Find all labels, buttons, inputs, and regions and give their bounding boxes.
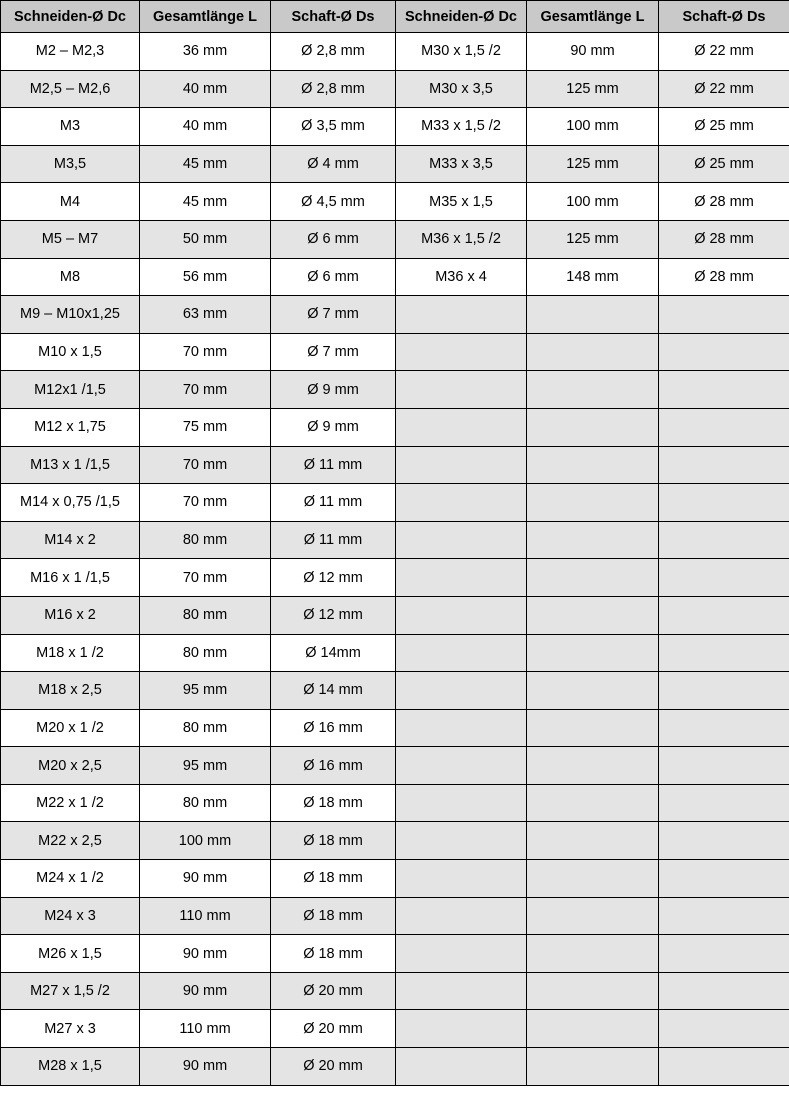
table-cell-empty xyxy=(659,521,789,559)
table-row xyxy=(1,446,789,484)
table-cell: Ø 25 mm xyxy=(659,108,789,146)
table-cell-empty xyxy=(659,559,789,597)
table-cell-empty xyxy=(396,521,527,559)
table-cell: M9 – M10x1,25 xyxy=(1,296,140,334)
table-row xyxy=(1,1048,789,1086)
table-cell: Ø 18 mm xyxy=(271,860,396,898)
table-row xyxy=(1,784,789,822)
table-row xyxy=(1,258,789,296)
table-cell-empty xyxy=(527,784,659,822)
table-cell-empty xyxy=(527,1048,659,1086)
table-row xyxy=(1,747,789,785)
table-row xyxy=(1,33,789,71)
column-header-schneiden-durchmesser-right: Schneiden-Ø Dc xyxy=(396,1,527,33)
table-cell: 56 mm xyxy=(140,258,271,296)
table-cell: 63 mm xyxy=(140,296,271,334)
table-cell: Ø 6 mm xyxy=(271,220,396,258)
table-cell: Ø 2,8 mm xyxy=(271,33,396,71)
table-cell: Ø 20 mm xyxy=(271,1010,396,1048)
table-cell-empty xyxy=(659,1048,789,1086)
table-cell: 70 mm xyxy=(140,371,271,409)
table-cell-empty xyxy=(527,672,659,710)
table-cell: Ø 18 mm xyxy=(271,935,396,973)
table-cell-empty xyxy=(659,822,789,860)
table-cell: M30 x 1,5 /2 xyxy=(396,33,527,71)
table-cell: M12 x 1,75 xyxy=(1,408,140,446)
table-cell-empty xyxy=(527,747,659,785)
table-row xyxy=(1,408,789,446)
table-header xyxy=(1,1,789,33)
table-cell: 45 mm xyxy=(140,145,271,183)
table-cell: M36 x 4 xyxy=(396,258,527,296)
table-cell: Ø 4 mm xyxy=(271,145,396,183)
table-cell: 70 mm xyxy=(140,333,271,371)
table-cell-empty xyxy=(527,897,659,935)
table-cell: M27 x 1,5 /2 xyxy=(1,972,140,1010)
table-cell: 100 mm xyxy=(527,108,659,146)
table-row xyxy=(1,183,789,221)
table-cell: Ø 18 mm xyxy=(271,897,396,935)
table-cell-empty xyxy=(396,935,527,973)
table-cell: 125 mm xyxy=(527,70,659,108)
table-cell-empty xyxy=(396,672,527,710)
table-cell: 95 mm xyxy=(140,747,271,785)
table-cell: 50 mm xyxy=(140,220,271,258)
table-cell-empty xyxy=(659,672,789,710)
table-row xyxy=(1,709,789,747)
table-cell-empty xyxy=(396,1048,527,1086)
table-cell-empty xyxy=(396,408,527,446)
table-cell-empty xyxy=(396,784,527,822)
table-cell-empty xyxy=(527,709,659,747)
table-cell: M13 x 1 /1,5 xyxy=(1,446,140,484)
table-cell: Ø 28 mm xyxy=(659,220,789,258)
table-row xyxy=(1,484,789,522)
column-header-gesamtlaenge-left: Gesamtlänge L xyxy=(140,1,271,33)
table-cell-empty xyxy=(659,333,789,371)
table-cell: Ø 7 mm xyxy=(271,296,396,334)
table-cell-empty xyxy=(659,634,789,672)
table-row xyxy=(1,333,789,371)
table-cell: Ø 9 mm xyxy=(271,408,396,446)
table-cell-empty xyxy=(659,972,789,1010)
table-cell: M18 x 2,5 xyxy=(1,672,140,710)
table-cell: M5 – M7 xyxy=(1,220,140,258)
table-cell-empty xyxy=(659,709,789,747)
table-cell: 80 mm xyxy=(140,521,271,559)
table-cell: 70 mm xyxy=(140,484,271,522)
table-cell-empty xyxy=(659,784,789,822)
table-cell-empty xyxy=(659,1010,789,1048)
table-cell-empty xyxy=(659,296,789,334)
table-cell: Ø 16 mm xyxy=(271,709,396,747)
table-row xyxy=(1,860,789,898)
table-cell-empty xyxy=(527,333,659,371)
table-cell-empty xyxy=(527,559,659,597)
table-cell-empty xyxy=(659,747,789,785)
table-row xyxy=(1,972,789,1010)
table-cell: M36 x 1,5 /2 xyxy=(396,220,527,258)
table-cell-empty xyxy=(527,408,659,446)
table-cell-empty xyxy=(396,709,527,747)
table-row xyxy=(1,371,789,409)
table-row xyxy=(1,296,789,334)
table-cell: 40 mm xyxy=(140,108,271,146)
table-cell: 40 mm xyxy=(140,70,271,108)
table-cell-empty xyxy=(527,822,659,860)
table-cell: Ø 7 mm xyxy=(271,333,396,371)
table-cell: 95 mm xyxy=(140,672,271,710)
table-cell: M16 x 2 xyxy=(1,596,140,634)
table-cell: 110 mm xyxy=(140,1010,271,1048)
table-cell: M12x1 /1,5 xyxy=(1,371,140,409)
table-cell: Ø 28 mm xyxy=(659,183,789,221)
table-cell-empty xyxy=(527,446,659,484)
table-cell: 80 mm xyxy=(140,634,271,672)
table-cell: 80 mm xyxy=(140,784,271,822)
table-cell-empty xyxy=(396,860,527,898)
table-row xyxy=(1,145,789,183)
table-cell: M30 x 3,5 xyxy=(396,70,527,108)
table-cell-empty xyxy=(527,484,659,522)
table-cell-empty xyxy=(527,521,659,559)
table-cell: M28 x 1,5 xyxy=(1,1048,140,1086)
table-cell: Ø 9 mm xyxy=(271,371,396,409)
table-cell-empty xyxy=(396,484,527,522)
table-cell-empty xyxy=(527,371,659,409)
table-cell: Ø 2,8 mm xyxy=(271,70,396,108)
column-header-schaft-durchmesser-right: Schaft-Ø Ds xyxy=(659,1,789,33)
table-cell-empty xyxy=(527,935,659,973)
table-row xyxy=(1,1010,789,1048)
table-cell: M2 – M2,3 xyxy=(1,33,140,71)
table-cell: 90 mm xyxy=(527,33,659,71)
table-cell: M24 x 3 xyxy=(1,897,140,935)
table-cell: Ø 18 mm xyxy=(271,784,396,822)
table-cell-empty xyxy=(527,634,659,672)
table-cell-empty xyxy=(659,446,789,484)
table-cell: 45 mm xyxy=(140,183,271,221)
table-row xyxy=(1,822,789,860)
table-cell: M3 xyxy=(1,108,140,146)
table-cell-empty xyxy=(396,371,527,409)
table-cell: M10 x 1,5 xyxy=(1,333,140,371)
table-cell: M35 x 1,5 xyxy=(396,183,527,221)
table-cell: Ø 11 mm xyxy=(271,446,396,484)
column-header-gesamtlaenge-right: Gesamtlänge L xyxy=(527,1,659,33)
table-cell-empty xyxy=(527,596,659,634)
table-cell: M20 x 2,5 xyxy=(1,747,140,785)
table-cell: M26 x 1,5 xyxy=(1,935,140,973)
table-cell-empty xyxy=(659,897,789,935)
table-cell: 36 mm xyxy=(140,33,271,71)
table-cell-empty xyxy=(396,446,527,484)
table-cell: M22 x 1 /2 xyxy=(1,784,140,822)
column-header-schneiden-durchmesser-left: Schneiden-Ø Dc xyxy=(1,1,140,33)
table-row xyxy=(1,521,789,559)
table-cell: Ø 22 mm xyxy=(659,33,789,71)
table-cell: 80 mm xyxy=(140,709,271,747)
table-cell: M14 x 0,75 /1,5 xyxy=(1,484,140,522)
table-cell: 110 mm xyxy=(140,897,271,935)
table-cell: Ø 20 mm xyxy=(271,972,396,1010)
table-cell: Ø 18 mm xyxy=(271,822,396,860)
table-row xyxy=(1,220,789,258)
table-cell: Ø 14 mm xyxy=(271,672,396,710)
table-cell: M33 x 3,5 xyxy=(396,145,527,183)
table-cell: Ø 11 mm xyxy=(271,521,396,559)
table-cell: M3,5 xyxy=(1,145,140,183)
table-cell-empty xyxy=(396,596,527,634)
table-cell: Ø 4,5 mm xyxy=(271,183,396,221)
table-cell-empty xyxy=(527,1010,659,1048)
table-cell: 90 mm xyxy=(140,935,271,973)
table-cell: 90 mm xyxy=(140,1048,271,1086)
table-cell: M20 x 1 /2 xyxy=(1,709,140,747)
table-cell: M22 x 2,5 xyxy=(1,822,140,860)
table-row xyxy=(1,559,789,597)
table-cell: Ø 12 mm xyxy=(271,559,396,597)
table-cell: Ø 25 mm xyxy=(659,145,789,183)
table-cell: 125 mm xyxy=(527,145,659,183)
table-cell: 100 mm xyxy=(527,183,659,221)
table-cell: M8 xyxy=(1,258,140,296)
table-cell: Ø 28 mm xyxy=(659,258,789,296)
table-cell: 70 mm xyxy=(140,559,271,597)
table-cell-empty xyxy=(659,408,789,446)
table-cell: 125 mm xyxy=(527,220,659,258)
table-cell: Ø 12 mm xyxy=(271,596,396,634)
table-cell-empty xyxy=(659,596,789,634)
table-row xyxy=(1,596,789,634)
table-cell: M16 x 1 /1,5 xyxy=(1,559,140,597)
table-cell-empty xyxy=(527,972,659,1010)
table-row xyxy=(1,935,789,973)
table-row xyxy=(1,70,789,108)
table-cell: 75 mm xyxy=(140,408,271,446)
table-cell: 100 mm xyxy=(140,822,271,860)
table-cell: M27 x 3 xyxy=(1,1010,140,1048)
table-cell: Ø 11 mm xyxy=(271,484,396,522)
table-cell: Ø 3,5 mm xyxy=(271,108,396,146)
table-body xyxy=(1,33,789,1086)
table-cell: 148 mm xyxy=(527,258,659,296)
table-cell: M24 x 1 /2 xyxy=(1,860,140,898)
table-cell: M33 x 1,5 /2 xyxy=(396,108,527,146)
table-cell: Ø 14mm xyxy=(271,634,396,672)
table-cell: M14 x 2 xyxy=(1,521,140,559)
table-cell: M2,5 – M2,6 xyxy=(1,70,140,108)
table-cell-empty xyxy=(659,484,789,522)
table-cell-empty xyxy=(396,559,527,597)
table-row xyxy=(1,897,789,935)
table-cell-empty xyxy=(659,860,789,898)
table-cell-empty xyxy=(396,1010,527,1048)
table-row xyxy=(1,634,789,672)
table-cell: 90 mm xyxy=(140,860,271,898)
table-cell: Ø 6 mm xyxy=(271,258,396,296)
table-cell-empty xyxy=(396,897,527,935)
table-cell-empty xyxy=(396,634,527,672)
table-cell: M4 xyxy=(1,183,140,221)
table-cell-empty xyxy=(396,747,527,785)
table-cell: Ø 22 mm xyxy=(659,70,789,108)
table-cell-empty xyxy=(659,935,789,973)
table-row xyxy=(1,108,789,146)
table-cell: 90 mm xyxy=(140,972,271,1010)
table-row xyxy=(1,672,789,710)
table-cell-empty xyxy=(396,822,527,860)
table-cell: M18 x 1 /2 xyxy=(1,634,140,672)
table-cell-empty xyxy=(659,371,789,409)
table-cell: Ø 20 mm xyxy=(271,1048,396,1086)
table-cell-empty xyxy=(396,333,527,371)
table-cell-empty xyxy=(396,296,527,334)
table-cell-empty xyxy=(527,296,659,334)
table-cell: Ø 16 mm xyxy=(271,747,396,785)
table-cell: 70 mm xyxy=(140,446,271,484)
table-cell-empty xyxy=(396,972,527,1010)
table-cell: 80 mm xyxy=(140,596,271,634)
table-header-row xyxy=(1,1,789,33)
table-cell-empty xyxy=(527,860,659,898)
column-header-schaft-durchmesser-left: Schaft-Ø Ds xyxy=(271,1,396,33)
